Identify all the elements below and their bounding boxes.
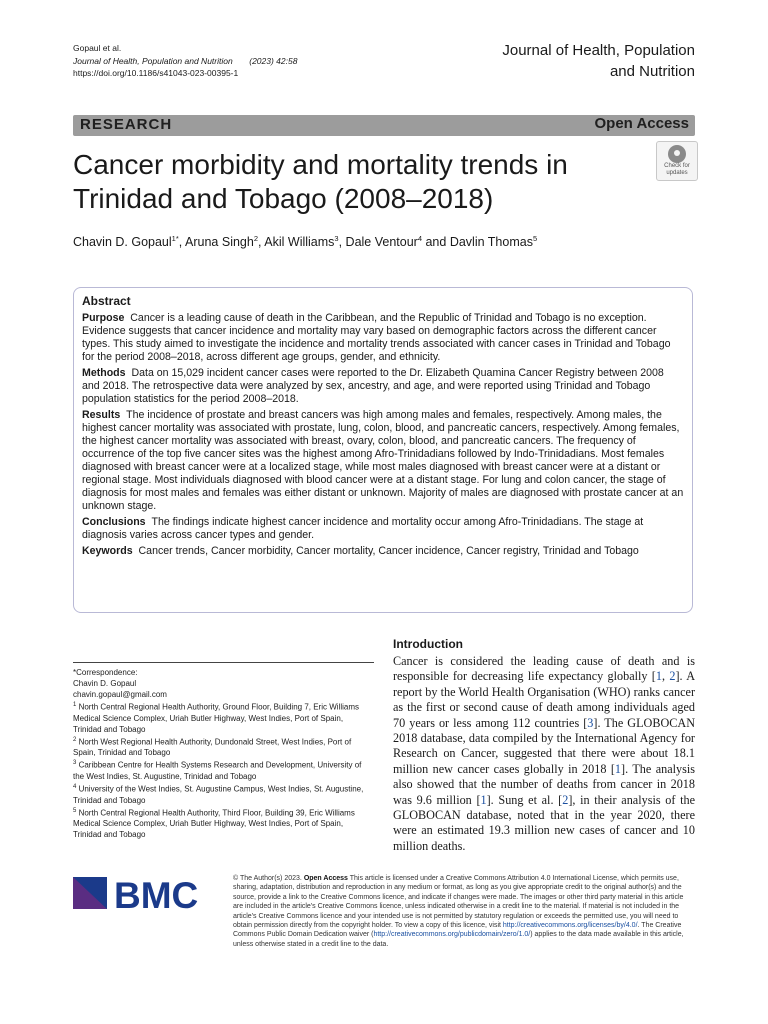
reference-link[interactable]: 1 <box>480 792 487 807</box>
affiliation-3: $^3$ Caribbean Centre for Health Systems Research and Development, University of the West Indies, St. Augustine, Trinidad and Tobago <box>73 760 362 781</box>
affiliation-1: $^1$ North Central Regional Health Authority, Ground Floor, Building 7, Eric Williams Medical Science Complex, Uriah Butler Highway, West Indies, Port of Spain, Trinidad and Tobago <box>73 702 359 734</box>
doi-link[interactable]: https://doi.org/10.1186/s41043-023-00395-1 <box>73 68 239 78</box>
affiliation-5: $^5$ North Central Regional Health Authority, Third Floor, Building 39, Eric Williams Medical Science Complex, Uriah Butler Highway, West Indies, Port of Spain, Trinidad and Tobago <box>73 807 355 840</box>
bmc-logo <box>73 875 213 911</box>
author-affiliation-marker: 5 <box>532 234 538 243</box>
abstract-purpose: Purpose Cancer is a leading cause of death in the Caribbean, and the Republic of Trinidad and Tobago is no exception. Evidence suggests that cancer incidence and mortality may vary based on demographic factors across the different cancer types. This study aimed to investigate the incidence and mortality trends associated with cancer cases in Trinidad and Tobago for the period 2008–2018, across different age groups, gender, and ethnicity. <box>82 312 671 363</box>
affiliation-4: $^4$ University of the West Indies, St. Augustine Campus, West Indies, St. Augustine, Trinidad and Tobago <box>73 783 364 805</box>
author-affiliation-marker: 4 <box>417 234 422 243</box>
author-name[interactable]: Davlin Thomas <box>449 235 533 250</box>
footnote-divider <box>73 662 374 663</box>
author-name[interactable]: Aruna Singh <box>185 235 254 250</box>
abstract-box <box>73 287 693 613</box>
reference-link[interactable]: 1 <box>655 669 662 684</box>
abstract-conclusions: Conclusions The findings indicate highest cancer incidence and mortality occur among Afro-Trinidadians. The stage at diagnosis varies across cancer types and gender. <box>82 516 644 541</box>
reference-link[interactable]: 2 <box>669 669 676 684</box>
cc0-waiver-link[interactable]: http://creativecommons.org/publicdomain/zero/1.0/ <box>373 931 531 939</box>
bmc-logo-text: BMC <box>114 875 199 911</box>
cc-license-link[interactable]: http://creativecommons.org/licenses/by/4.0/ <box>502 922 638 930</box>
author-name[interactable]: Chavin D. Gopaul <box>73 235 172 250</box>
author-affiliation-marker: 1* <box>171 234 179 243</box>
abstract-heading: Abstract <box>82 294 131 308</box>
journal-name: Journal of Health, Population and Nutrition <box>502 42 695 80</box>
author-list: Chavin D. Gopaul$^{1*}$, Aruna Singh$^2$, Akil Williams$^3$, Dale Ventour$^4$ and Davlin Thomas$^5$ <box>73 234 538 250</box>
author-name[interactable]: Dale Ventour <box>345 235 418 250</box>
correspondence-email[interactable]: chavin.gopaul@gmail.com <box>73 690 167 699</box>
article-title: Cancer morbidity and mortality trends in Trinidad and Tobago (2008–2018) <box>73 149 568 214</box>
introduction-text: Cancer is considered the leading cause of death and is responsible for decreasing life expectancy globally [1, 2]. A report by the World Health Organisation (WHO) ranks cancer as the first or second cause of death among individuals aged 70 years or less among 112 countries [3]. The GLOBOCAN 2018 database, data compiled by the International Agency for Research on Cancer, suggested that there were about 18.1 million new cancer cases globally in 2018 [1]. The analysis also showed that the number of deaths from cancer in 2018 was 9.6 million [1]. Sung et al. [2], in their analysis of the GLOBOCAN database, noted that in the year 2020, there were an estimated 19.3 million new cases of cancer and 10 million deaths. <box>393 654 696 853</box>
correspondence-footnotes: *Correspondence: Chavin D. Gopaul chavin.gopaul@gmail.com $^1$ North Central Regional Health Authority, Ground Floor, Building 7, Eric Williams Medical Science Complex, Uriah Butler Highway, West Indies, Port of Spain, Trinidad and Tobago $^2$ North West Regional Health Authority, Dundonald Street, West Indies, Port of Spain, Trinidad and Tobago $^3$ Caribbean Centre for Health Systems Research and Development, University of the West Indies, St. Augustine, Trinidad and Tobago $^4$ University of the West Indies, St. Augustine Campus, West Indies, St. Augustine, Trinidad and Tobago $^5$ North Central Regional Health Authority, Third Floor, Building 39, Eric Williams Medical Science Complex, Uriah Butler Highway, West Indies, Port of Spain, Trinidad and Tobago <box>73 667 373 840</box>
reference-link[interactable]: 2 <box>562 792 569 807</box>
check-for-updates-badge[interactable]: Check for updates <box>656 141 698 181</box>
author-affiliation-marker: 2 <box>253 234 259 243</box>
introduction-heading: Introduction <box>393 637 463 651</box>
author-affiliation-marker: 3 <box>334 234 339 243</box>
license-statement: © The Author(s) 2023. Open Access This article is licensed under a Creative Commons Attribution 4.0 International License, which permits use, sharing, adaptation, distribution and reproduction in any medium or format, as long as you give appropriate credit to the original author(s) and the source, provide a link to the Creative Commons licence, and indicate if changes were made. The images or other third party material in this article are included in the article's Creative Commons licence, unless indicated otherwise in a credit line to the material. If material is not included in the article's Creative Commons licence and your intended use is not permitted by statutory regulation or exceeds the permitted use, you will need to obtain permission directly from the copyright holder. To view a copy of this licence, visit http://creativecommons.org/licenses/by/4.0/. The Creative Commons Public Domain Dedication waiver (http://creativecommons.org/publicdomain/zero/1.0/) applies to the data made available in this article, unless otherwise stated in a credit line to the data. <box>233 875 684 948</box>
reference-link[interactable]: 1 <box>614 761 622 776</box>
article-type-label: RESEARCH <box>80 116 173 133</box>
open-access-label: Open Access <box>594 115 689 132</box>
abstract-results: Results The incidence of prostate and breast cancers was high among males and females, respectively. Among males, the highest cancer mortality was associated with prostate, lung, colon, blood, and pancreatic cancers, respectively. Among females, the highest cancer mortality was associated with breast, ovary, colon, blood, and pancreatic cancers. The frequency of occurrence of the top five cancer sites was the highest among Afro-Trinidadians followed by Indo-Trinidadians. Most females diagnosed with breast cancer were at a localized stage, while most males diagnosed with breast cancer were at a distant or regional stage. Most individuals diagnosed with blood cancer were at a distant stage. For lung and colon cancer, the stage of diagnosis for most males and females was either distant or unknown. Majority of males are diagnosed with prostate cancer at an unknown stage. <box>82 409 684 512</box>
affiliation-2: $^2$ North West Regional Health Authority, Dundonald Street, West Indies, Port of Spain, Trinidad and Tobago <box>73 736 352 758</box>
article-type-bar <box>73 115 695 136</box>
author-name[interactable]: Akil Williams <box>264 235 335 250</box>
reference-link[interactable]: 3 <box>587 715 594 730</box>
article-header-citation <box>73 42 297 80</box>
abstract-keywords: Keywords Cancer trends, Cancer morbidity, Cancer mortality, Cancer incidence, Cancer registry, Trinidad and Tobago <box>82 545 639 557</box>
author-short: Gopaul et al. <box>73 43 122 53</box>
journal-citation: Journal of Health, Population and Nutrition (2023) 42:58 <box>73 55 298 66</box>
abstract-methods: Methods Data on 15,029 incident cancer cases were reported to the Dr. Elizabeth Quamina Cancer Registry between 2008 and 2018. The retrospective data were analyzed by sex, ancestry, and age, and were reported using Trinidad and Tobago population statistics for the period 2008–2018. <box>82 367 664 405</box>
crossmark-icon <box>668 145 686 163</box>
